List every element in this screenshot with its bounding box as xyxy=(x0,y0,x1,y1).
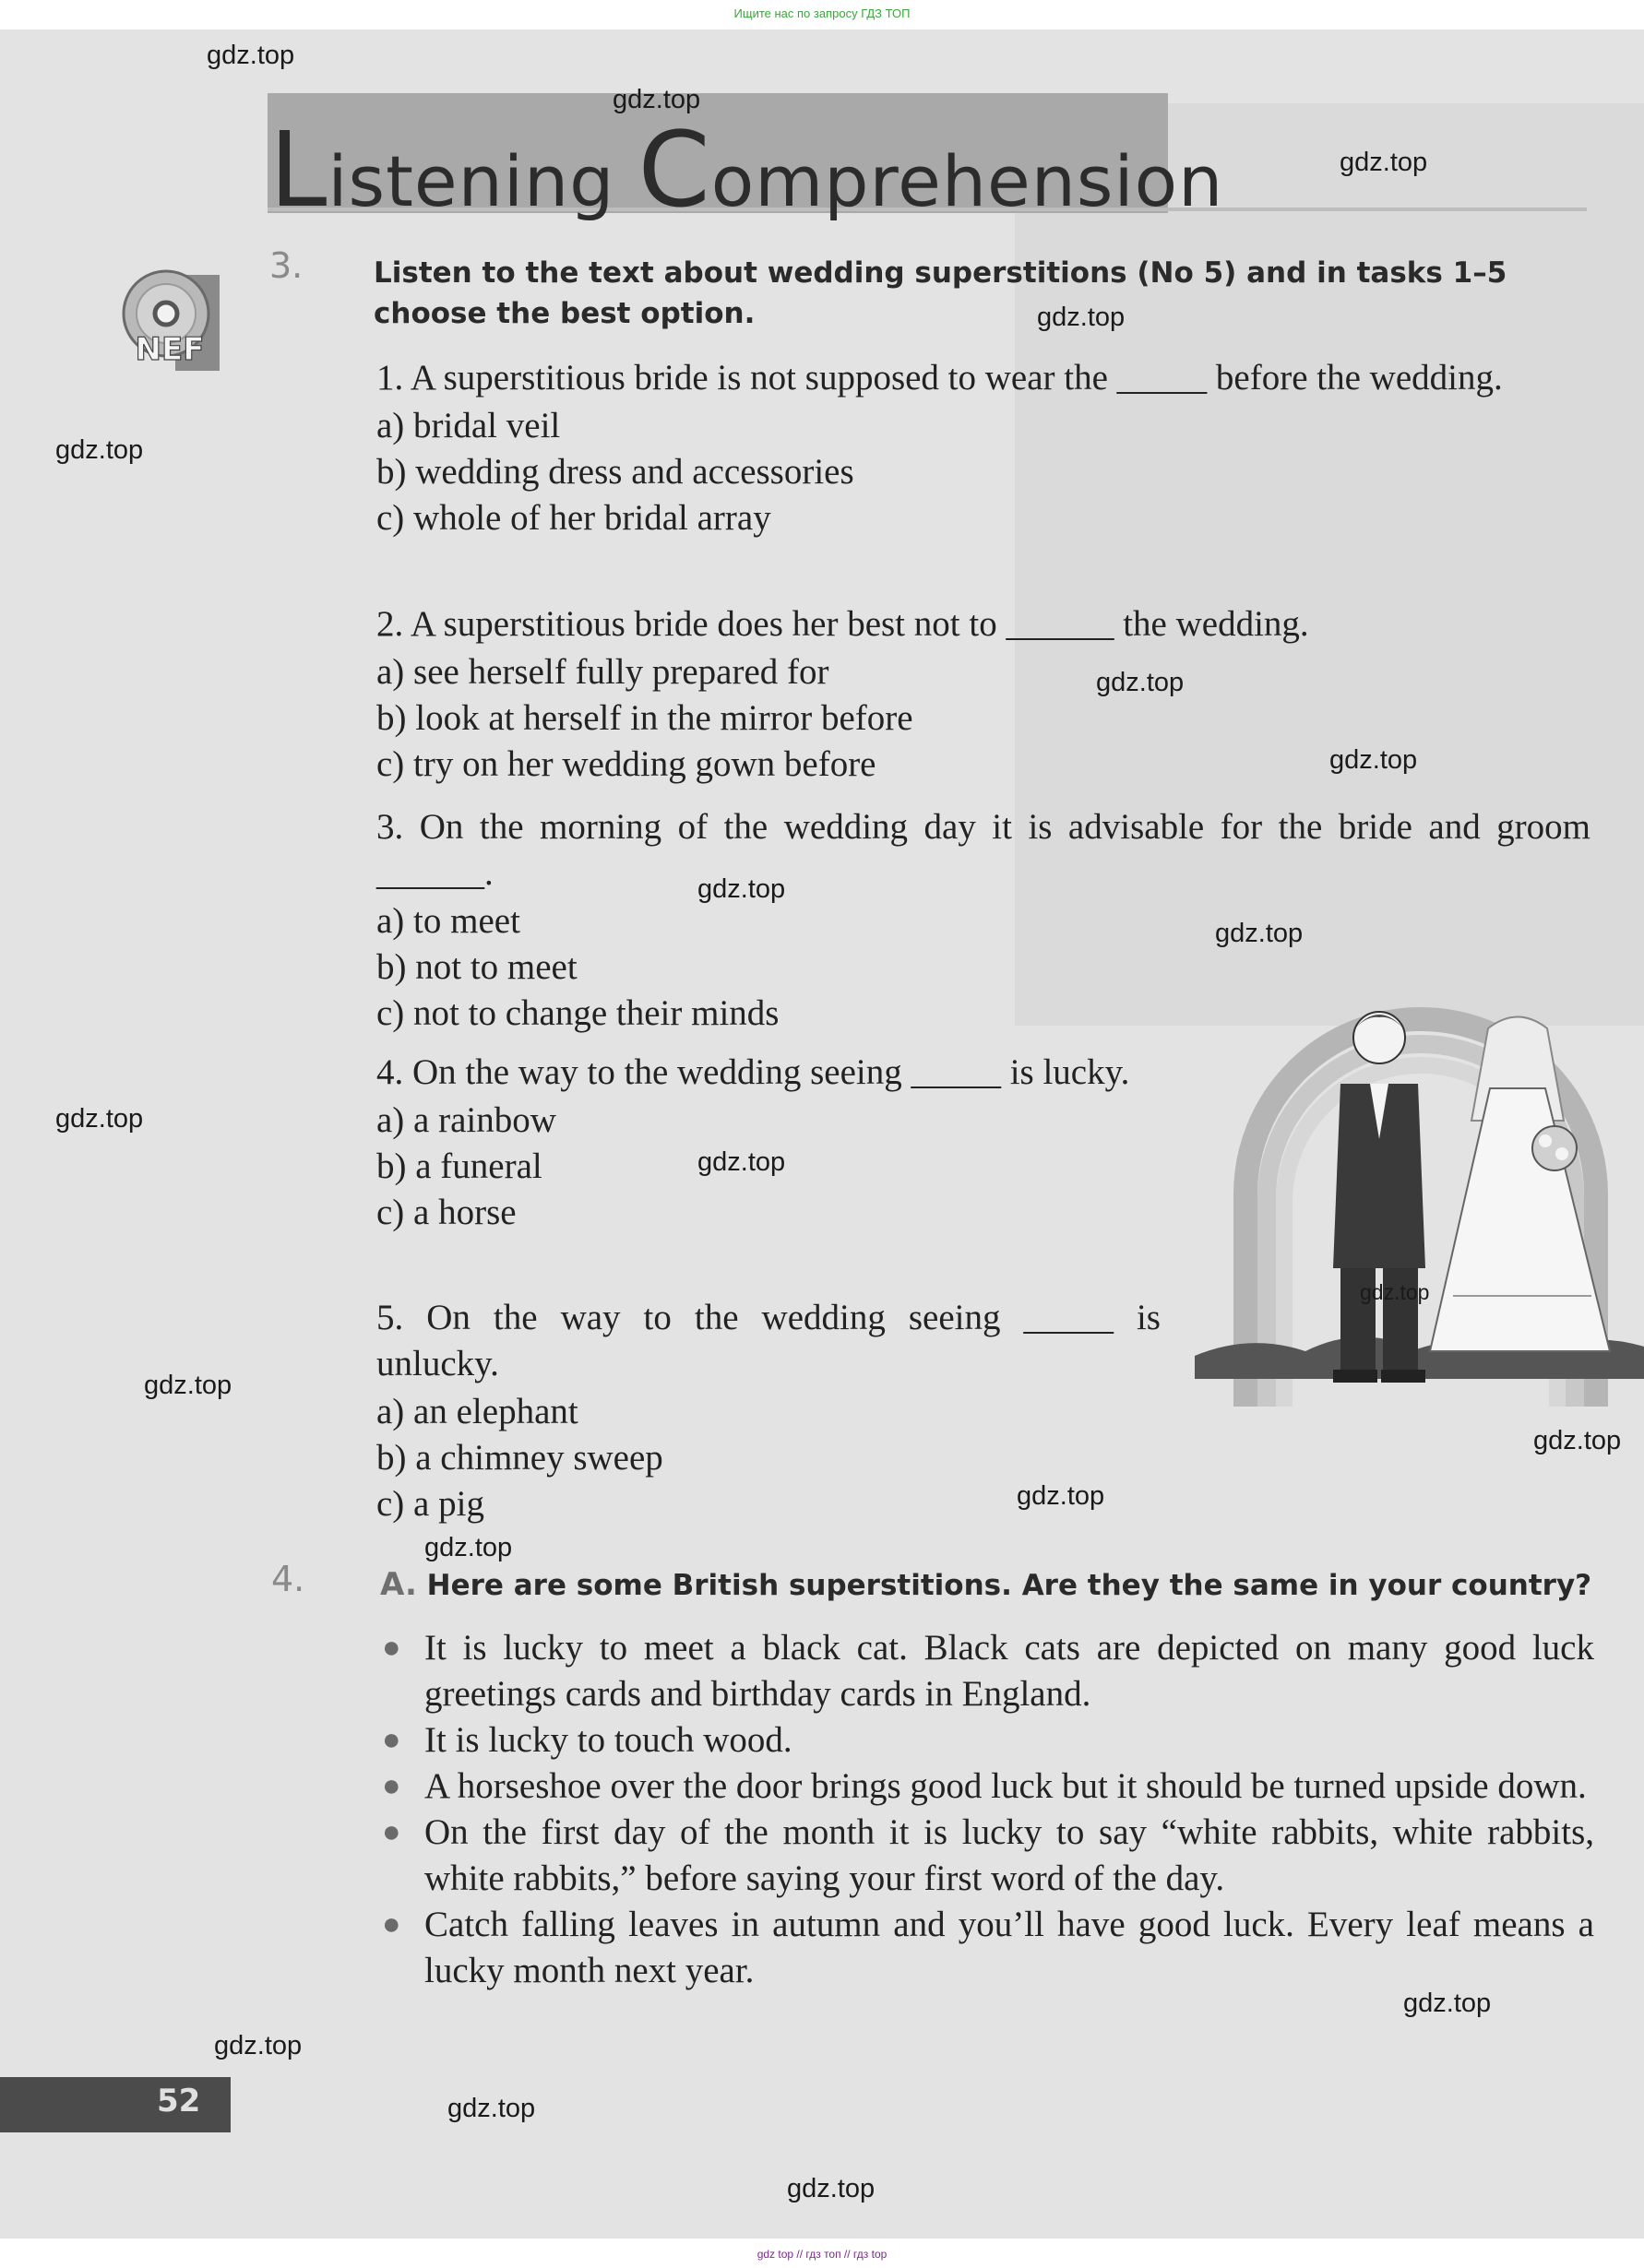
watermark: gdz.top xyxy=(1533,1426,1622,1455)
watermark: gdz.top xyxy=(613,85,701,114)
watermark: gdz.top xyxy=(1340,148,1428,177)
watermark: gdz.top xyxy=(55,1104,144,1134)
watermark: gdz.top xyxy=(1360,1280,1430,1304)
option: c) whole of her bridal array xyxy=(376,498,771,538)
wedding-couple-illustration xyxy=(1195,964,1644,1430)
option: a) see herself fully prepared for xyxy=(376,652,829,692)
option: c) a pig xyxy=(376,1484,484,1524)
svg-text:NEF: NEF xyxy=(135,331,205,368)
question-stem: 5. On the way to the wedding seeing _____ is unlucky. xyxy=(376,1298,1161,1383)
option: c) try on her wedding gown before xyxy=(376,744,876,784)
option: a) bridal veil xyxy=(376,406,561,445)
page-number: 52 xyxy=(157,2083,201,2120)
option: a) an elephant xyxy=(376,1392,578,1431)
option: c) a horse xyxy=(376,1193,517,1232)
watermark: gdz.top xyxy=(55,435,144,465)
list-item: ● A horseshoe over the door brings good luck but it should be turned upside down. xyxy=(376,1763,1594,1810)
option: b) look at herself in the mirror before xyxy=(376,698,913,738)
bullet-icon: ● xyxy=(382,1815,401,1849)
task-instruction: A. Here are some British superstitions. Are they the same in your country? xyxy=(380,1566,1592,1603)
question-1 xyxy=(376,355,1590,541)
option: b) wedding dress and accessories xyxy=(376,452,854,492)
watermark: gdz.top xyxy=(697,874,786,904)
bullet-icon: ● xyxy=(382,1907,401,1941)
question-stem: 3. On the morning of the wedding day it is advisable for the bride and groom ______. xyxy=(376,807,1590,893)
watermark: gdz.top xyxy=(1096,668,1185,697)
bullet-icon: ● xyxy=(382,1723,401,1757)
watermark xyxy=(701,18,708,20)
option: c) not to change their minds xyxy=(376,993,780,1033)
question-4 xyxy=(376,1050,1161,1236)
task-number: 4. xyxy=(271,1559,305,1599)
question-stem: 4. On the way to the wedding seeing _____ is lucky. xyxy=(376,1052,1130,1092)
list-item: ● It is lucky to touch wood. xyxy=(376,1717,1594,1763)
option: a) to meet xyxy=(376,901,520,941)
watermark: gdz.top xyxy=(697,1147,786,1177)
list-item: ● Catch falling leaves in autumn and you’ll have good luck. Every leaf means a lucky month next year. xyxy=(376,1902,1594,1994)
question-stem: 1. A superstitious bride is not supposed to wear the _____ before the wedding. xyxy=(376,358,1503,398)
list-item: ● On the first day of the month it is lucky to say “white rabbits, white rabbits, white rabbits,” before saying your first word of the day. xyxy=(376,1810,1594,1902)
top-banner[interactable]: Ищите нас по запросу ГДЗ ТОП xyxy=(733,6,911,20)
list-item: ● It is lucky to meet a black cat. Black cats are depicted on many good luck greetings cards and birthday cards in England. xyxy=(376,1625,1594,1717)
watermark: gdz.top xyxy=(1329,745,1418,775)
option: b) a chimney sweep xyxy=(376,1438,663,1478)
watermark: gdz.top xyxy=(144,1371,232,1400)
watermark: gdz.top xyxy=(447,2094,536,2123)
audio-cd-icon xyxy=(118,267,223,376)
bullet-icon: ● xyxy=(382,1631,401,1665)
watermark: gdz.top xyxy=(1215,919,1304,948)
bottom-banner[interactable]: gdz top // гдз топ // гдз top xyxy=(756,2248,888,2261)
page-title: Listening Comprehension xyxy=(269,111,1224,231)
option: b) a funeral xyxy=(376,1146,542,1186)
question-stem: 2. A superstitious bride does her best not to ______ the wedding. xyxy=(376,604,1309,644)
watermark: gdz.top xyxy=(1017,1481,1105,1511)
watermark: gdz.top xyxy=(1037,303,1126,332)
watermark: gdz.top xyxy=(214,2031,303,2060)
bullet-icon: ● xyxy=(382,1769,401,1803)
watermark: gdz.top xyxy=(424,1533,513,1562)
superstitions-list xyxy=(376,1625,1594,1994)
task-number: 3. xyxy=(269,245,304,286)
task-instruction: Listen to the text about wedding superstitions (No 5) and in tasks 1–5 choose the best option. xyxy=(374,256,1507,330)
watermark: gdz.top xyxy=(1403,1989,1492,2018)
option: b) not to meet xyxy=(376,947,578,987)
option: a) a rainbow xyxy=(376,1100,556,1140)
watermark: gdz.top xyxy=(207,41,295,70)
watermark: gdz.top xyxy=(787,2174,876,2203)
